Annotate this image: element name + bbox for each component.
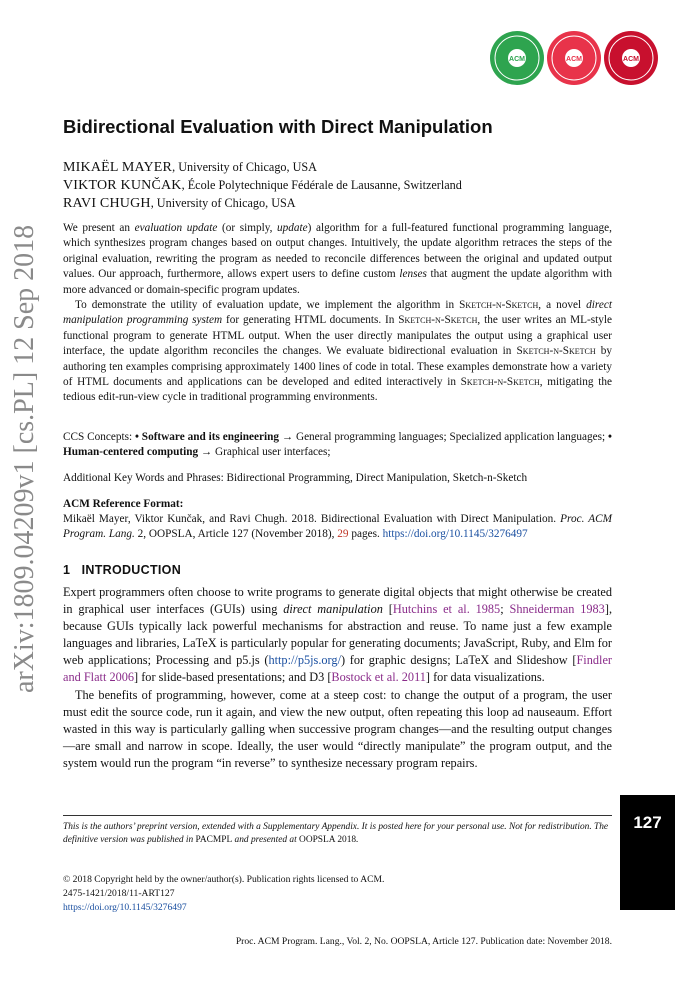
abstract-paragraph-1: We present an evaluation update (or simply, update) algorithm for a full-featured functional programming language, which synthesizes program changes based on output changes. Intuitively, the update algorithm retraces the steps of the original evaluation, rewriting the program as needed to reconcile differences between the original and updated output values. Our approach, furthermore, allows expert users to define custom lenses that augment the update algorithm with more advanced or domain-specific program updates. — [63, 222, 612, 296]
copyright-doi-link[interactable]: https://doi.org/10.1145/3276497 — [63, 902, 187, 913]
page-count-link[interactable]: 29 — [337, 528, 349, 541]
doi-link[interactable]: https://doi.org/10.1145/3276497 — [382, 528, 528, 541]
author-line — [63, 178, 462, 194]
issn-line: 2475-1421/2018/11-ART127 — [63, 888, 175, 899]
page-footer: Proc. ACM Program. Lang., Vol. 2, No. OOPSLA, Article 127. Publication date: November 2018. — [235, 936, 612, 947]
intro-paragraph-1: Expert programmers often choose to write programs to generate digital objects that might otherwise be created in graphical user interfaces (GUIs) using direct manipulation [Hutchins et al. 1985; Shneiderman 1983], because GUIs typically lack powerful mechanisms for abstraction and reuse. To name just a few example languages and libraries, LaTeX is particularly popular for generating documents; JavaScript, Ruby, and Elm for web applications; Processing and p5.js (http://p5js.org/) for graphic designs; LaTeX and Slideshow [Findler and Flatt 2006] for slide-based presentations; and D3 [Bostock et al. 2011] for data visualizations. — [63, 585, 613, 684]
citation-link[interactable]: Bostock et al. 2011 — [331, 670, 426, 684]
author-name: MIKAËL MAYER — [63, 160, 173, 175]
preprint-note: This is the authors’ preprint version, extended with a Supplementary Appendix. It is posted here for your personal use. Not for redistribution. The definitive version was published in PACMPL and presented at OOPSLA 2018. — [63, 822, 609, 845]
keywords: Additional Key Words and Phrases: Bidirectional Programming, Direct Manipulation, Sketch-n-Sketch — [63, 472, 528, 484]
svg-text:ACM: ACM — [566, 56, 582, 63]
author-line — [63, 196, 296, 212]
artifacts-available-badge-icon — [489, 30, 545, 86]
copyright-line: © 2018 Copyright held by the owner/author(s). Publication rights licensed to ACM. — [63, 874, 385, 885]
intro-paragraph-2: The benefits of programming, however, come at a steep cost: to change the output of a program, the user must edit the source code, run it again, and view the new output, often repeating this loop ad nauseaum. Effort wasted in this way is particularly galling when successive program changes—and the resulting output changes—are small and narrow in scope. Ideally, the user would “directly manipulate” the program output, and the system would run the program “in reverse” to synthesize necessary program repairs. — [63, 688, 612, 770]
citation-link[interactable]: Hutchins et al. 1985 — [392, 602, 501, 616]
citation-link[interactable]: Findler and Flatt 2006 — [63, 653, 612, 684]
author-name: VIKTOR KUNČAK — [63, 178, 182, 193]
svg-text:ACM: ACM — [623, 56, 639, 63]
author-affiliation: , École Polytechnique Fédérale de Lausanne, Switzerland — [181, 178, 462, 192]
paper-title: Bidirectional Evaluation with Direct Manipulation — [63, 116, 493, 137]
acm-reference-heading: ACM Reference Format: — [63, 498, 184, 510]
citation-link[interactable]: Shneiderman 1983 — [509, 602, 605, 616]
artifacts-functional-badge-icon — [546, 30, 602, 86]
author-line — [63, 160, 317, 176]
abstract-paragraph-2: To demonstrate the utility of evaluation update, we implement the algorithm in Sketch-n-Sketch, a novel direct manipulation programming system for generating HTML documents. In Sketch-n-Sketch, the user writes an ML-style functional program to generate HTML output. When the user directly manipulates the output using a graphical user interface, the update algorithm reconciles the changes. We evaluate bidirectional evaluation in Sketch-n-Sketch by authoring ten examples comprising approximately 1400 lines of code in total. These examples demonstrate how a variety of HTML documents and applications can be developed and edited interactively in Sketch-n-Sketch, mitigating the tedious edit-run-view cycle in traditional programming environments. — [63, 299, 612, 404]
ccs-concepts: CCS Concepts: • Software and its engineering → General programming languages; Specialized application languages; • Human-centered computing → Graphical user interfaces; — [63, 431, 612, 459]
acm-reference-text: Mikaël Mayer, Viktor Kunčak, and Ravi Chugh. 2018. Bidirectional Evaluation with Direct Manipulation. Proc. ACM Program. Lang. 2, OOPSLA, Article 127 (November 2018), 29 pages. https://doi.org/10.1145/3276497 — [63, 513, 612, 541]
svg-text:ACM: ACM — [509, 56, 525, 63]
artifacts-reusable-badge-icon — [603, 30, 659, 86]
footnote-rule — [63, 815, 612, 816]
article-number-tab: 127 — [620, 795, 675, 910]
author-affiliation: , University of Chicago, USA — [172, 160, 317, 174]
arxiv-stamp: arXiv:1809.04209v1 [cs.PL] 12 Sep 2018 — [9, 224, 40, 693]
section-heading: 1 INTRODUCTION — [63, 563, 182, 577]
author-name: RAVI CHUGH — [63, 196, 151, 211]
author-affiliation: , University of Chicago, USA — [150, 196, 296, 210]
artifact-badges — [489, 30, 659, 94]
url-link[interactable]: http://p5js.org/ — [268, 653, 341, 667]
